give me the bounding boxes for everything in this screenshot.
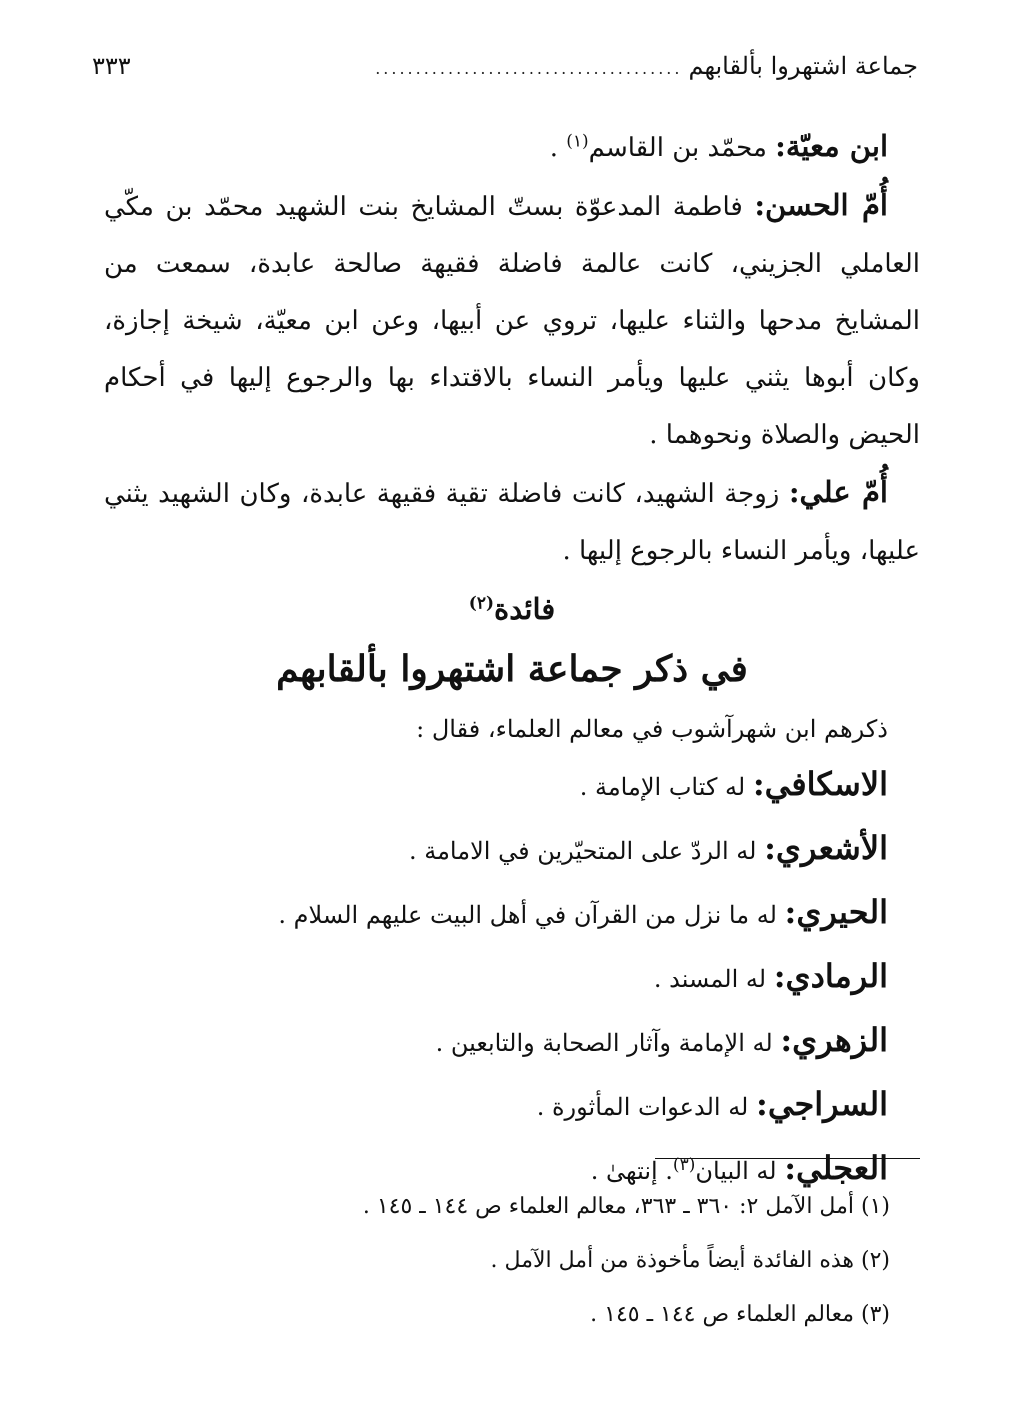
list-item-term: السراجي: xyxy=(756,1085,888,1123)
footnote-1: (١) أمل الآمل ٢: ٣٦٠ ـ ٣٦٣، معالم العلماء ص ١٤٤ ـ ١٤٥ . xyxy=(362,1194,890,1219)
list-item-text: له البيان xyxy=(695,1157,785,1185)
list-item-term: الزهري: xyxy=(780,1021,888,1059)
faida-heading xyxy=(104,580,920,638)
entry-term: أُمّ علي: xyxy=(788,475,888,509)
entry-ibn-muiyya xyxy=(104,118,920,177)
footnote-3: (٣) معالم العلماء ص ١٤٤ ـ ١٤٥ . xyxy=(590,1302,890,1327)
list-item-term: العجلي: xyxy=(784,1149,888,1187)
footnote-divider xyxy=(655,1158,920,1159)
page-number: ٣٣٣ xyxy=(92,52,131,80)
entry-term: أُمّ الحسن: xyxy=(754,188,888,222)
list-item-text: له الدعوات المأثورة . xyxy=(536,1093,756,1121)
footnote-ref-2: (٢) xyxy=(468,593,495,614)
list-item-term: الحيري: xyxy=(784,893,888,931)
list-item xyxy=(104,882,888,946)
header-leader-dots: ...................................... xyxy=(375,59,683,78)
page-header xyxy=(92,52,918,92)
running-title: جماعة اشتهروا بألقابهم xyxy=(688,52,918,80)
list-item-term: الاسكافي: xyxy=(752,765,888,803)
list-intro: ذكرهم ابن شهرآشوب في معالم العلماء، فقال : xyxy=(416,715,888,743)
list-item-text: له كتاب الإمامة . xyxy=(579,773,753,801)
entry-term: ابن معيّة: xyxy=(775,129,888,163)
footnote-ref-3: (٣) xyxy=(672,1155,696,1175)
list-item xyxy=(104,754,888,818)
faida-label: فائدة xyxy=(494,592,556,626)
entry-umm-ali xyxy=(104,464,920,580)
footnotes xyxy=(240,1180,890,1342)
entry-tail: . xyxy=(549,133,567,163)
entry-umm-al-hasan xyxy=(104,177,920,464)
entry-text: زوجة الشهيد، كانت فاضلة تقية فقيهة عابدة، وكان الشهيد يثني عليها، ويأمر النساء بالرجوع إليها . xyxy=(104,479,920,566)
footnote-2: (٢) هذه الفائدة أيضاً مأخوذة من أمل الآمل . xyxy=(490,1248,890,1273)
list-item-text: له الردّ على المتحيّرين في الامامة . xyxy=(408,837,765,865)
footnote-ref-1: (١) xyxy=(566,131,589,152)
list-item xyxy=(104,1010,888,1074)
section-title: في ذكر جماعة اشتهروا بألقابهم xyxy=(276,648,748,690)
list-item xyxy=(104,1074,888,1138)
list-item-text: له الإمامة وآثار الصحابة والتابعين . xyxy=(435,1029,781,1057)
entry-text: فاطمة المدعوّة بستّ المشايخ بنت الشهيد محمّد بن مكّي العاملي الجزيني، كانت عالمة فاضلة فقيهة صالحة عابدة، سمعت من المشايخ مدحها والثناء عليها، تروي عن أبيها، وعن ابن معيّة، شيخة إجازة، وكان أبوها يثني عليها ويأمر النساء بالاقتداء بها والرجوع إليها في أحكام الحيض والصلاة ونحوهما . xyxy=(104,192,920,450)
list-item-term: الأشعري: xyxy=(764,829,888,867)
titles-list xyxy=(104,704,920,1202)
entry-text: محمّد بن القاسم xyxy=(588,133,776,163)
list-item-tail: . إنتهىٰ . xyxy=(590,1157,673,1185)
list-item xyxy=(104,818,888,882)
list-item-term: الرمادي: xyxy=(773,957,888,995)
main-text xyxy=(104,118,920,1202)
list-item xyxy=(104,946,888,1010)
list-item-text: له المسند . xyxy=(653,965,774,993)
list-item-text: له ما نزل من القرآن في أهل البيت عليهم السلام . xyxy=(278,901,785,929)
